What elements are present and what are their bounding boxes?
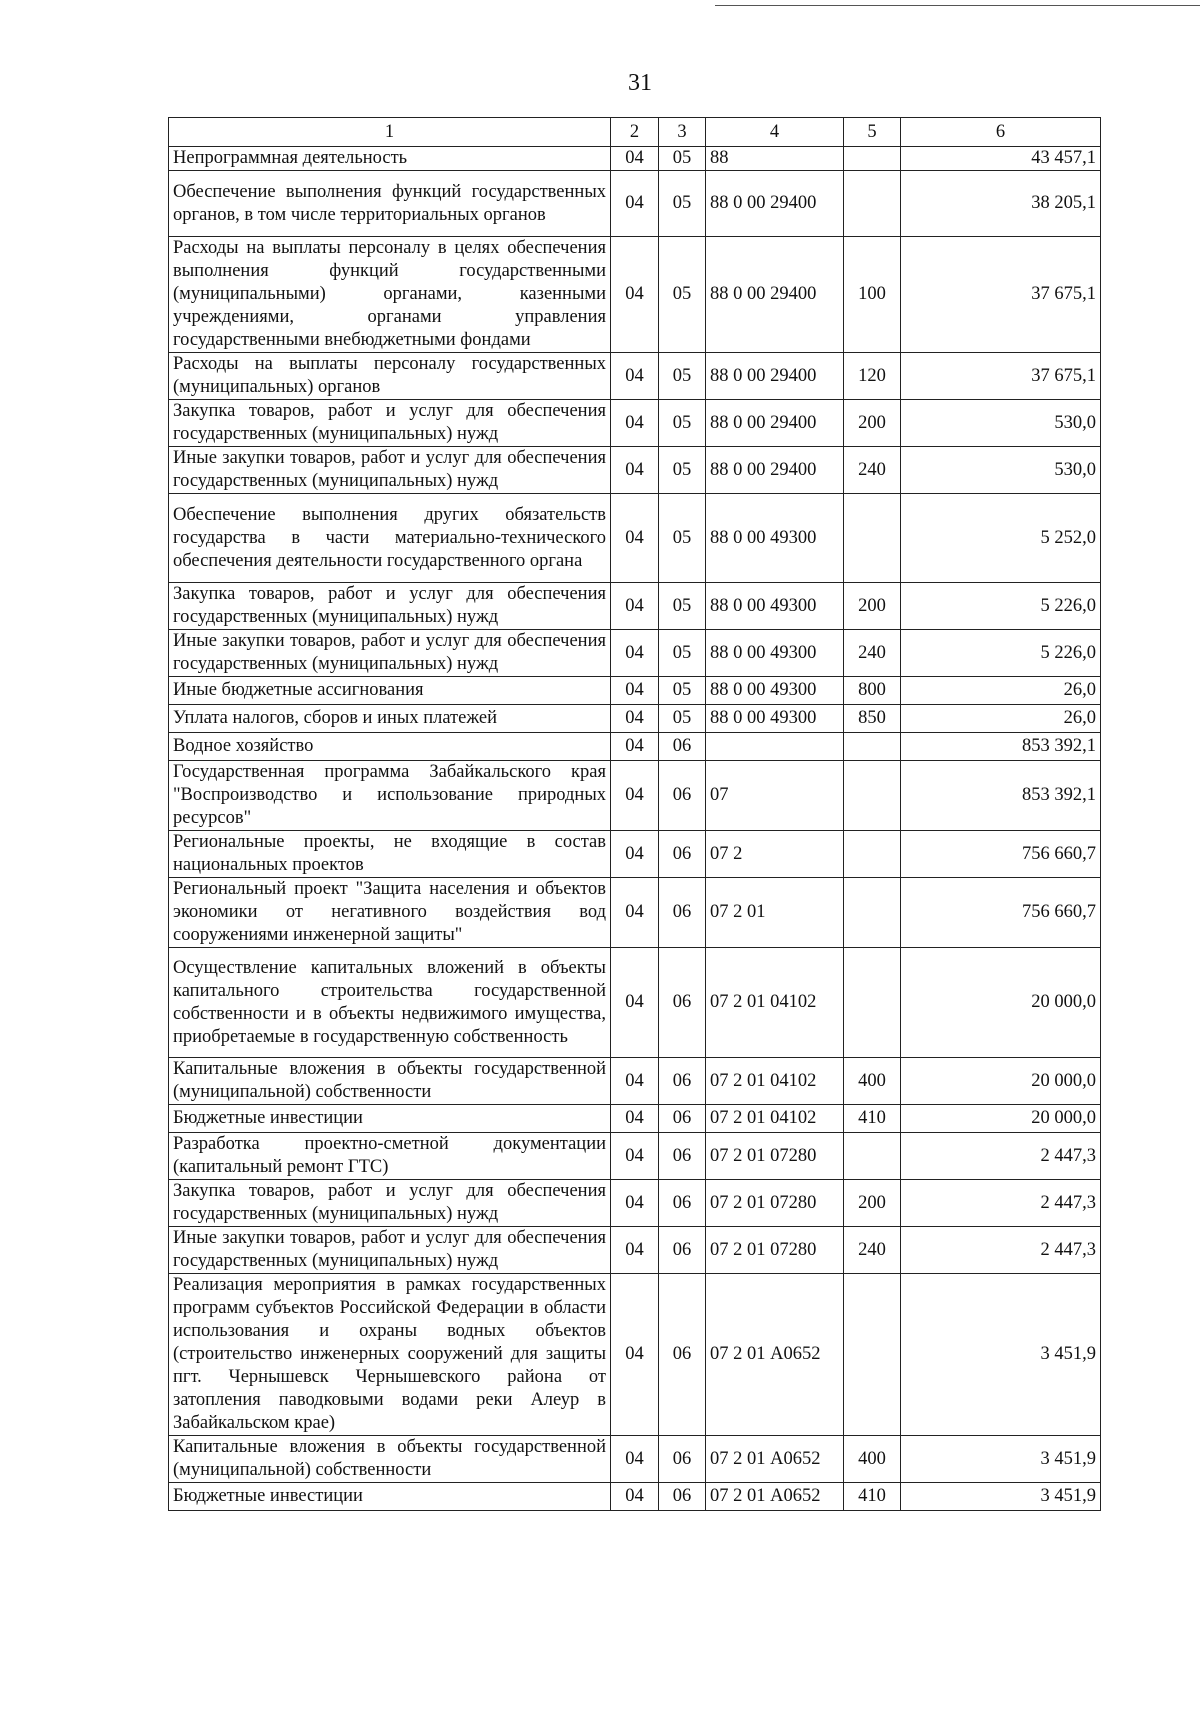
target-article-cell: 88 0 00 49300 <box>706 677 844 705</box>
expense-type-cell: 200 <box>844 1180 901 1227</box>
table-row <box>169 1274 1101 1436</box>
section-cell: 04 <box>611 733 659 761</box>
target-article-cell: 07 2 01 04102 <box>706 1058 844 1105</box>
amount-cell: 853 392,1 <box>901 761 1101 831</box>
subsection-cell: 05 <box>659 353 706 400</box>
expense-type-cell: 120 <box>844 353 901 400</box>
table-row <box>169 630 1101 677</box>
budget-table-body <box>169 118 1101 1511</box>
target-article-cell: 88 0 00 29400 <box>706 400 844 447</box>
target-article-cell: 07 2 01 А0652 <box>706 1274 844 1436</box>
expense-type-cell: 240 <box>844 447 901 494</box>
section-cell: 04 <box>611 353 659 400</box>
column-header: 3 <box>659 118 706 147</box>
expense-type-cell: 240 <box>844 1227 901 1274</box>
target-article-cell: 07 2 01 04102 <box>706 948 844 1058</box>
amount-cell: 756 660,7 <box>901 831 1101 878</box>
table-row <box>169 237 1101 353</box>
expense-type-cell <box>844 1133 901 1180</box>
section-cell: 04 <box>611 761 659 831</box>
subsection-cell: 05 <box>659 171 706 237</box>
expense-type-cell: 200 <box>844 583 901 630</box>
amount-cell: 5 226,0 <box>901 630 1101 677</box>
expense-type-cell <box>844 948 901 1058</box>
target-article-cell: 88 0 00 49300 <box>706 705 844 733</box>
section-cell: 04 <box>611 878 659 948</box>
table-row <box>169 1105 1101 1133</box>
expense-type-cell <box>844 147 901 171</box>
amount-cell: 756 660,7 <box>901 878 1101 948</box>
subsection-cell: 05 <box>659 147 706 171</box>
expense-type-cell <box>844 733 901 761</box>
page-number: 31 <box>628 70 652 96</box>
table-row <box>169 400 1101 447</box>
table-row <box>169 1133 1101 1180</box>
subsection-cell: 06 <box>659 1058 706 1105</box>
amount-cell: 3 451,9 <box>901 1436 1101 1483</box>
section-cell: 04 <box>611 948 659 1058</box>
table-row <box>169 494 1101 583</box>
target-article-cell: 88 0 00 49300 <box>706 630 844 677</box>
section-cell: 04 <box>611 147 659 171</box>
row-name-cell: Бюджетные инвестиции <box>169 1483 611 1511</box>
amount-cell: 2 447,3 <box>901 1180 1101 1227</box>
table-row <box>169 733 1101 761</box>
column-header: 6 <box>901 118 1101 147</box>
table-row <box>169 147 1101 171</box>
table-row <box>169 171 1101 237</box>
target-article-cell: 07 2 01 А0652 <box>706 1436 844 1483</box>
target-article-cell: 07 2 01 07280 <box>706 1180 844 1227</box>
section-cell: 04 <box>611 1133 659 1180</box>
section-cell: 04 <box>611 1274 659 1436</box>
top-rule <box>715 5 1200 6</box>
target-article-cell: 07 2 01 07280 <box>706 1227 844 1274</box>
row-name-cell: Иные закупки товаров, работ и услуг для обеспечения государственных (муниципальных) нужд <box>169 1227 611 1274</box>
section-cell: 04 <box>611 630 659 677</box>
amount-cell: 5 252,0 <box>901 494 1101 583</box>
amount-cell: 37 675,1 <box>901 237 1101 353</box>
table-row <box>169 353 1101 400</box>
subsection-cell: 05 <box>659 400 706 447</box>
table-row <box>169 1227 1101 1274</box>
expense-type-cell: 850 <box>844 705 901 733</box>
subsection-cell: 05 <box>659 237 706 353</box>
row-name-cell: Иные закупки товаров, работ и услуг для обеспечения государственных (муниципальных) нужд <box>169 630 611 677</box>
table-row <box>169 1058 1101 1105</box>
subsection-cell: 06 <box>659 1274 706 1436</box>
expense-type-cell <box>844 831 901 878</box>
amount-cell: 2 447,3 <box>901 1133 1101 1180</box>
table-row <box>169 948 1101 1058</box>
section-cell: 04 <box>611 705 659 733</box>
table-row <box>169 583 1101 630</box>
row-name-cell: Капитальные вложения в объекты государственной (муниципальной) собственности <box>169 1058 611 1105</box>
row-name-cell: Региональный проект "Защита населения и объектов экономики от негативного воздействия вод сооружениями инженерной защиты" <box>169 878 611 948</box>
subsection-cell: 05 <box>659 677 706 705</box>
amount-cell: 530,0 <box>901 447 1101 494</box>
section-cell: 04 <box>611 1058 659 1105</box>
subsection-cell: 05 <box>659 494 706 583</box>
expense-type-cell <box>844 494 901 583</box>
target-article-cell: 88 0 00 29400 <box>706 353 844 400</box>
row-name-cell: Региональные проекты, не входящие в состав национальных проектов <box>169 831 611 878</box>
target-article-cell: 88 0 00 29400 <box>706 447 844 494</box>
row-name-cell: Расходы на выплаты персоналу в целях обеспечения выполнения функций государственными (муниципальными) органами, казенными учреждениями, органами управления государственными внебюджетными фондами <box>169 237 611 353</box>
target-article-cell <box>706 733 844 761</box>
target-article-cell: 88 0 00 49300 <box>706 494 844 583</box>
table-row <box>169 447 1101 494</box>
section-cell: 04 <box>611 494 659 583</box>
section-cell: 04 <box>611 831 659 878</box>
row-name-cell: Разработка проектно-сметной документации (капитальный ремонт ГТС) <box>169 1133 611 1180</box>
expense-type-cell <box>844 171 901 237</box>
amount-cell: 530,0 <box>901 400 1101 447</box>
subsection-cell: 06 <box>659 948 706 1058</box>
row-name-cell: Реализация мероприятия в рамках государственных программ субъектов Российской Федерации в области использования и охраны водных объектов (строительство инженерных сооружений для защиты пгт. Чернышевск Чернышевского района от затопления паводковыми водами реки Алеур в Забайкальском крае) <box>169 1274 611 1436</box>
amount-cell: 20 000,0 <box>901 1105 1101 1133</box>
amount-cell: 26,0 <box>901 705 1101 733</box>
section-cell: 04 <box>611 1436 659 1483</box>
subsection-cell: 05 <box>659 447 706 494</box>
subsection-cell: 06 <box>659 1483 706 1511</box>
section-cell: 04 <box>611 237 659 353</box>
target-article-cell: 88 0 00 29400 <box>706 237 844 353</box>
row-name-cell: Государственная программа Забайкальского края "Воспроизводство и использование природных ресурсов" <box>169 761 611 831</box>
amount-cell: 3 451,9 <box>901 1274 1101 1436</box>
target-article-cell: 07 <box>706 761 844 831</box>
expense-type-cell <box>844 878 901 948</box>
column-header: 5 <box>844 118 901 147</box>
section-cell: 04 <box>611 583 659 630</box>
column-header: 2 <box>611 118 659 147</box>
amount-cell: 20 000,0 <box>901 948 1101 1058</box>
amount-cell: 43 457,1 <box>901 147 1101 171</box>
row-name-cell: Закупка товаров, работ и услуг для обеспечения государственных (муниципальных) нужд <box>169 583 611 630</box>
amount-cell: 38 205,1 <box>901 171 1101 237</box>
row-name-cell: Иные закупки товаров, работ и услуг для обеспечения государственных (муниципальных) нужд <box>169 447 611 494</box>
subsection-cell: 06 <box>659 1436 706 1483</box>
expense-type-cell: 800 <box>844 677 901 705</box>
amount-cell: 5 226,0 <box>901 583 1101 630</box>
row-name-cell: Закупка товаров, работ и услуг для обеспечения государственных (муниципальных) нужд <box>169 400 611 447</box>
section-cell: 04 <box>611 400 659 447</box>
target-article-cell: 07 2 01 А0652 <box>706 1483 844 1511</box>
subsection-cell: 06 <box>659 1180 706 1227</box>
table-row <box>169 1483 1101 1511</box>
target-article-cell: 07 2 01 <box>706 878 844 948</box>
table-row <box>169 677 1101 705</box>
section-cell: 04 <box>611 1180 659 1227</box>
row-name-cell: Водное хозяйство <box>169 733 611 761</box>
target-article-cell: 07 2 <box>706 831 844 878</box>
row-name-cell: Осуществление капитальных вложений в объекты капитального строительства государственной собственности и в объекты недвижимого имущества, приобретаемые в государственную собственность <box>169 948 611 1058</box>
expense-type-cell: 400 <box>844 1436 901 1483</box>
table-row <box>169 705 1101 733</box>
expense-type-cell: 200 <box>844 400 901 447</box>
amount-cell: 853 392,1 <box>901 733 1101 761</box>
target-article-cell: 88 <box>706 147 844 171</box>
subsection-cell: 06 <box>659 878 706 948</box>
column-header-row <box>169 118 1101 147</box>
row-name-cell: Бюджетные инвестиции <box>169 1105 611 1133</box>
amount-cell: 26,0 <box>901 677 1101 705</box>
table-row <box>169 761 1101 831</box>
amount-cell: 37 675,1 <box>901 353 1101 400</box>
subsection-cell: 06 <box>659 1105 706 1133</box>
target-article-cell: 07 2 01 04102 <box>706 1105 844 1133</box>
row-name-cell: Капитальные вложения в объекты государственной (муниципальной) собственности <box>169 1436 611 1483</box>
subsection-cell: 06 <box>659 733 706 761</box>
table-row <box>169 1180 1101 1227</box>
budget-table <box>168 117 1101 1511</box>
expense-type-cell <box>844 1274 901 1436</box>
subsection-cell: 05 <box>659 705 706 733</box>
table-row <box>169 1436 1101 1483</box>
target-article-cell: 88 0 00 49300 <box>706 583 844 630</box>
row-name-cell: Закупка товаров, работ и услуг для обеспечения государственных (муниципальных) нужд <box>169 1180 611 1227</box>
section-cell: 04 <box>611 171 659 237</box>
table-row <box>169 831 1101 878</box>
column-header: 4 <box>706 118 844 147</box>
expense-type-cell: 410 <box>844 1483 901 1511</box>
target-article-cell: 88 0 00 29400 <box>706 171 844 237</box>
expense-type-cell: 100 <box>844 237 901 353</box>
expense-type-cell: 240 <box>844 630 901 677</box>
amount-cell: 20 000,0 <box>901 1058 1101 1105</box>
section-cell: 04 <box>611 677 659 705</box>
row-name-cell: Обеспечение выполнения других обязательств государства в части материально-технического обеспечения деятельности государственного органа <box>169 494 611 583</box>
subsection-cell: 06 <box>659 1227 706 1274</box>
section-cell: 04 <box>611 1483 659 1511</box>
subsection-cell: 05 <box>659 583 706 630</box>
expense-type-cell: 400 <box>844 1058 901 1105</box>
target-article-cell: 07 2 01 07280 <box>706 1133 844 1180</box>
row-name-cell: Непрограммная деятельность <box>169 147 611 171</box>
amount-cell: 3 451,9 <box>901 1483 1101 1511</box>
subsection-cell: 05 <box>659 630 706 677</box>
subsection-cell: 06 <box>659 761 706 831</box>
column-header: 1 <box>169 118 611 147</box>
section-cell: 04 <box>611 447 659 494</box>
expense-type-cell <box>844 761 901 831</box>
expense-type-cell: 410 <box>844 1105 901 1133</box>
row-name-cell: Расходы на выплаты персоналу государственных (муниципальных) органов <box>169 353 611 400</box>
table-row <box>169 878 1101 948</box>
subsection-cell: 06 <box>659 831 706 878</box>
row-name-cell: Обеспечение выполнения функций государственных органов, в том числе территориальных органов <box>169 171 611 237</box>
amount-cell: 2 447,3 <box>901 1227 1101 1274</box>
section-cell: 04 <box>611 1105 659 1133</box>
row-name-cell: Иные бюджетные ассигнования <box>169 677 611 705</box>
subsection-cell: 06 <box>659 1133 706 1180</box>
row-name-cell: Уплата налогов, сборов и иных платежей <box>169 705 611 733</box>
section-cell: 04 <box>611 1227 659 1274</box>
